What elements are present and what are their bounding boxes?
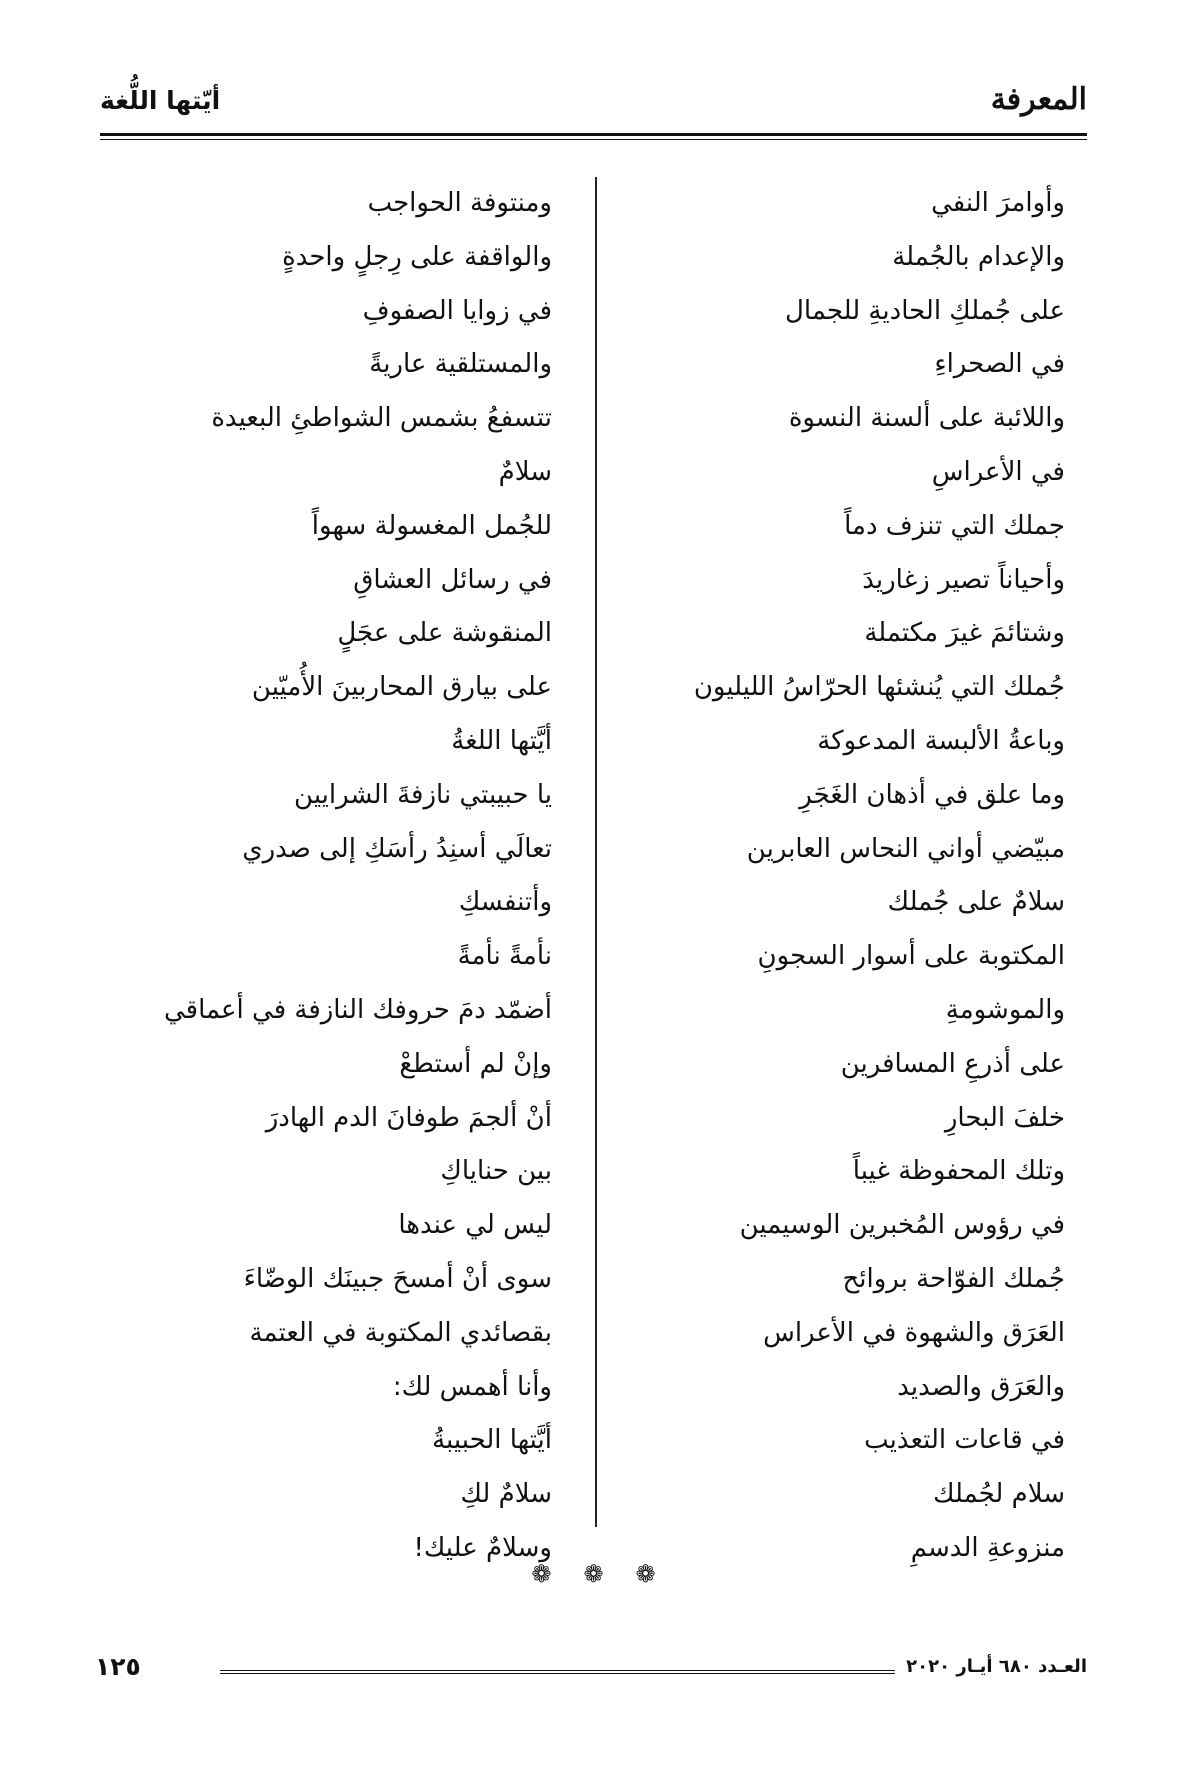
column-divider: [595, 177, 597, 1527]
poem-line: واللائبة على ألسنة النسوة: [788, 403, 1065, 434]
poem-line: أضمّد دمَ حروفك النازفة في أعماقي: [163, 994, 552, 1025]
poem-line: المنقوشة على عجَلٍ: [337, 618, 552, 649]
poem-line: أيَّتها الحبيبةُ: [432, 1425, 552, 1456]
section-title: أيّتها اللُّغة: [100, 86, 221, 115]
page-number: ١٢٥: [95, 1652, 141, 1681]
poem-line: خلفَ البحارِ: [944, 1102, 1065, 1133]
page-header: [100, 82, 1087, 122]
flower-ornament-icon: ❁: [635, 1560, 656, 1588]
poem-line: وأوامرَ النفي: [931, 188, 1065, 218]
poem-line: العَرَق والشهوة في الأعراس: [763, 1317, 1065, 1348]
poem-line: سلامٌ: [498, 456, 552, 487]
poem-line: سلامٌ لكِ: [460, 1479, 552, 1510]
poem-line: وإنْ لم أستطعْ: [399, 1048, 552, 1079]
header-rule-thin: [100, 139, 1087, 140]
poem-line: في رسائل العشاقِ: [353, 564, 552, 595]
poem-line: تعالَي أسنِدُ رأسَكِ إلى صدري: [242, 833, 552, 864]
poem-line: سلام لجُملك: [933, 1479, 1065, 1510]
header-rule: [100, 133, 1087, 136]
flower-ornament-icon: ❁: [583, 1560, 604, 1588]
poem-line: وسلامٌ عليك!: [413, 1532, 552, 1563]
poem-line: وأنا أهمس لك:: [392, 1371, 552, 1402]
poem-line: المكتوبة على أسوار السجونِ: [757, 941, 1065, 972]
poem-line: مبيّضي أواني النحاس العابرين: [746, 833, 1065, 864]
poem-left-column: [82, 177, 552, 1576]
poem-line: والمستلقية عاريةً: [369, 349, 552, 380]
poem-line: وتلك المحفوظة غيباً: [852, 1156, 1065, 1187]
poem-line: جملك التي تنزف دماً: [844, 510, 1065, 541]
poem-line: ومنتوفة الحواجب: [367, 188, 552, 218]
poem-line: جُملك الفوّاحة بروائح: [842, 1263, 1065, 1294]
poem-line: سلامٌ على جُملك: [887, 887, 1065, 918]
poem-line: وما علق في أذهان الغَجَرِ: [799, 779, 1065, 810]
poem-right-column: [635, 177, 1065, 1576]
poem-line: ليس لي عندها: [398, 1210, 552, 1241]
poem-line: بقصائدي المكتوبة في العتمة: [249, 1317, 552, 1348]
poem-line: بين حناياكِ: [440, 1156, 552, 1187]
poem-line: في رؤوس المُخبرين الوسيمين: [739, 1210, 1065, 1241]
poem-line: على جُملكِ الحاديةِ للجمال: [785, 295, 1065, 326]
poem-line: جُملك التي يُنشئها الحرّاسُ الليليون: [693, 672, 1065, 703]
poem-line: للجُمل المغسولة سهواً: [311, 510, 552, 541]
flower-ornament-icon: ❁: [531, 1560, 552, 1588]
poem-line: والموشومةِ: [945, 994, 1065, 1025]
poem-line: على بيارق المحاربينَ الأُميّين: [251, 672, 552, 703]
poem-line: نأمةً نأمةً: [457, 941, 552, 972]
poem-line: سوى أنْ أمسحَ جبينَك الوضّاءَ: [243, 1263, 552, 1294]
poem-line: أيَّتها اللغةُ: [451, 725, 552, 756]
poem-line: تتسفعُ بشمس الشواطئِ البعيدة: [211, 403, 552, 434]
poem-line: والواقفة على رِجلٍ واحدةٍ: [282, 241, 552, 272]
poem-line: وشتائمَ غيرَ مكتملة: [864, 618, 1065, 649]
section-end-ornaments: [0, 1560, 1187, 1588]
poem-line: في الأعراسِ: [931, 456, 1065, 487]
poem-line: يا حبيبتي نازفةَ الشرايين: [294, 779, 552, 810]
issue-info: العـدد ٦٨٠ أيـار ٢٠٢٠: [906, 1656, 1087, 1677]
poem-line: في قاعات التعذيب: [864, 1425, 1065, 1456]
poem-line: في الصحراءِ: [934, 349, 1065, 380]
poem-line: والإعدام بالجُملة: [892, 241, 1065, 272]
poem-line: والعَرَق والصديد: [897, 1371, 1065, 1402]
poem-line: منزوعةِ الدسمِ: [910, 1532, 1065, 1563]
poem-line: وباعةُ الألبسة المدعوكة: [817, 725, 1065, 756]
magazine-logo: المعرفة: [990, 82, 1087, 117]
poem-line: في زوايا الصفوفِ: [362, 295, 552, 326]
poem-line: أنْ ألجمَ طوفانَ الدم الهادرَ: [265, 1102, 552, 1133]
poem-line: وأحياناً تصير زغاريدَ: [862, 564, 1065, 595]
poem-line: وأتنفسكِ: [458, 887, 552, 918]
poem-line: على أذرعِ المسافرين: [840, 1048, 1065, 1079]
footer-rule: [220, 1670, 895, 1674]
